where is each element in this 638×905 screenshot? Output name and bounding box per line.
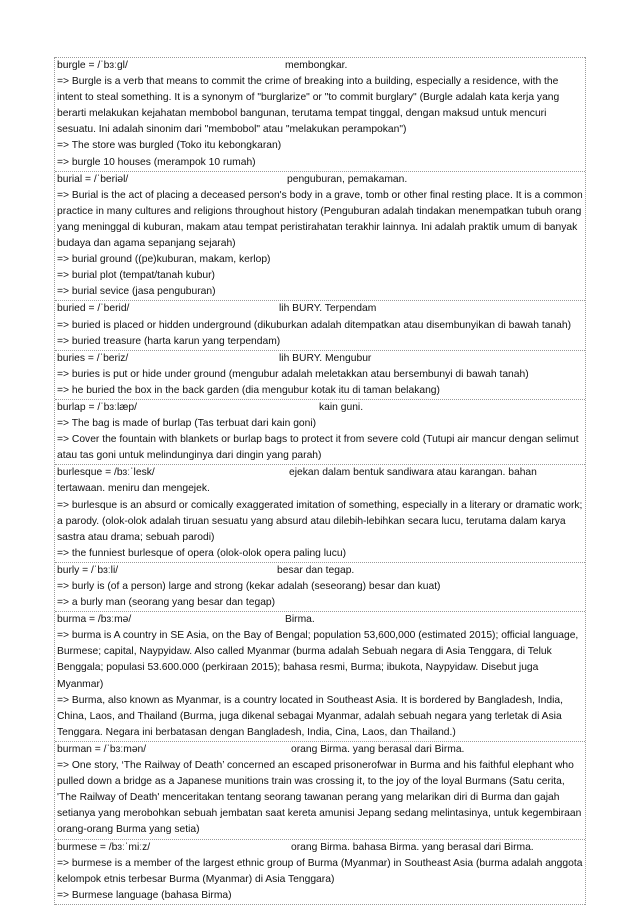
dictionary-entry	[55, 171, 585, 301]
headword-pronunciation: buries = /ˈberiz/	[57, 352, 129, 364]
entry-headword-row	[57, 58, 583, 74]
entry-line: => The bag is made of burlap (Tas terbuat dari kain goni)	[57, 418, 317, 430]
entry-headword-row	[57, 172, 583, 188]
dictionary-entry	[55, 464, 585, 562]
entry-line: => Burma, also known as Myanmar, is a country located in Southeast Asia. It is bordered by Bangladesh, India, China, Laos, and Thailand (Burma, juga dikenal sebagai Myanmar, adalah sebuah negara yang terletak di Asia Tenggara. Negara ini berbatasan dengan Bangladesh, India, Cina, Laos, dan Thailand.)	[57, 694, 563, 738]
headword-meaning: orang Birma. yang berasal dari Birma.	[291, 743, 465, 755]
headword-pronunciation: burial = /ˈberiəl/	[57, 173, 129, 185]
entry-line: => buries is put or hide under ground (mengubur adalah meletakkan atau bersembunyi di bawah tanah)	[57, 368, 529, 380]
entry-line: => The store was burgled (Toko itu kebongkaran)	[57, 140, 282, 152]
entry-line: => burial plot (tempat/tanah kubur)	[57, 270, 215, 282]
dictionary-sheet	[54, 57, 586, 905]
entry-line: => Burmese language (bahasa Birma)	[57, 889, 232, 901]
entry-headword-row	[57, 612, 583, 628]
entry-line: => burial sevice (jasa penguburan)	[57, 286, 216, 298]
dictionary-entry	[55, 741, 585, 839]
headword-meaning: kain guni.	[319, 401, 364, 413]
entry-headword-row	[57, 840, 583, 856]
dictionary-entry	[55, 350, 585, 399]
headword-meaning: ejekan dalam bentuk sandiwara atau karangan. bahan	[289, 467, 537, 479]
headword-meaning: Birma.	[285, 614, 315, 626]
entry-headword-row	[57, 351, 583, 367]
entry-line: => burmese is a member of the largest ethnic group of Burma (Myanmar) in Southeast Asia (burma adalah anggota kelompok etnis terbesar Burma (Myanmar) di Asia Tenggara)	[57, 857, 583, 885]
entry-headword-row	[57, 301, 583, 317]
headword-meaning: penguburan, pemakaman.	[287, 173, 408, 185]
dictionary-entry	[55, 611, 585, 741]
entry-line: => Cover the fountain with blankets or burlap bags to protect it from severe cold (Tutupi air mancur dengan selimut atau tas goni untuk melindunginya dari dingin yang parah)	[57, 434, 579, 462]
entry-line: => burma is A country in SE Asia, on the Bay of Bengal; population 53,600,000 (estimated 2015); official language, Burmese; capital, Naypyidaw. Also called Myanmar (burma adalah Sebuah negara di Asia Tenggara, di Teluk Benggala; populasi 53.600.000 (perkiraan 2015); bahasa resmi, Burma; ibukota, Naypyidaw. Disebut juga Myanmar)	[57, 630, 579, 690]
headword-pronunciation: burlesque = /bɜːˈlesk/	[57, 467, 155, 479]
entry-headword-row	[57, 400, 583, 416]
entry-headword-row	[57, 563, 583, 579]
headword-pronunciation: burmese = /bɜːˈmiːz/	[57, 841, 151, 853]
entry-line: => burgle 10 houses (merampok 10 rumah)	[57, 156, 256, 168]
entry-line: => Burial is the act of placing a deceased person's body in a grave, tomb or other final resting place. It is a common practice in many cultures and religions throughout history (Penguburan adalah tindakan menempatkan tubuh orang yang meninggal di kuburan, makam atau tempat peristirahatan terakhir lainnya. Ini adalah praktik umum di banyak budaya dan agama sepanjang sejarah)	[57, 189, 583, 250]
headword-pronunciation: burman = /ˈbɜːmən/	[57, 743, 147, 755]
headword-meaning: lih BURY. Terpendam	[279, 303, 377, 315]
entry-line: => the funniest burlesque of opera (olok-olok opera paling lucu)	[57, 547, 347, 559]
headword-pronunciation: burlap = /ˈbɜːlæp/	[57, 401, 137, 413]
headword-pronunciation: burly = /ˈbɜːli/	[57, 564, 119, 576]
dictionary-entry	[55, 57, 585, 171]
dictionary-entry	[55, 562, 585, 611]
entry-headword-row	[57, 742, 583, 758]
entry-line: => One story, ‘The Railway of Death’ concerned an escaped prisonerofwar in Burma and his faithful elephant who pulled down a bridge as a Japanese munitions train was crossing it, to the joy of the loyal Burmans (Satu cerita, 'The Railway of Death' menceritakan tentang seorang tawanan perang yang melarikan diri di Burma dan gajah setianya yang merobohkan sebuah jembatan saat kereta amunisi Jepang sedang melintasinya, untuk kegembiraan orang-orang Burma yang setia)	[57, 760, 582, 836]
entry-line: => buried treasure (harta karun yang terpendam)	[57, 335, 281, 347]
entry-line: => burial ground ((pe)kuburan, makam, kerlop)	[57, 254, 271, 266]
headword-meaning: besar dan tegap.	[277, 564, 355, 576]
entry-line: tertawaan. meniru dan mengejek.	[57, 483, 210, 495]
entry-line: => burly is (of a person) large and strong (kekar adalah (seseorang) besar dan kuat)	[57, 581, 441, 592]
headword-meaning: lih BURY. Mengubur	[279, 352, 372, 364]
entry-line: => buried is placed or hidden underground (dikuburkan adalah ditempatkan atau disembunyikan di bawah tanah)	[57, 319, 572, 331]
headword-pronunciation: buried = /ˈberid/	[57, 303, 130, 315]
dictionary-entry	[55, 839, 585, 905]
entry-headword-row	[57, 465, 583, 481]
headword-pronunciation: burgle = /ˈbɜːɡl/	[57, 60, 128, 71]
headword-meaning: membongkar.	[285, 60, 348, 71]
entry-line: => he buried the box in the back garden (dia mengubur kotak itu di taman belakang)	[57, 384, 440, 396]
headword-pronunciation: burma = /bɜːmə/	[57, 614, 132, 626]
headword-meaning: orang Birma. bahasa Birma. yang berasal dari Birma.	[291, 841, 534, 853]
entry-line: => burlesque is an absurd or comically exaggerated imitation of something, especially in a literary or dramatic work; a parody. (olok-olok adalah tiruan sesuatu yang absurd atau dilebih-lebihkan secara lucu, terutama dalam karya sastra atau drama; sebuah parodi)	[57, 499, 583, 543]
dictionary-entry	[55, 399, 585, 464]
entry-line: => a burly man (seorang yang besar dan tegap)	[57, 597, 276, 609]
dictionary-entry	[55, 300, 585, 349]
entry-line: => Burgle is a verb that means to commit the crime of breaking into a building, especially a residence, with the intent to steal something. It is a synonym of "burglarize" or "to commit burglary" (Burgle adalah kata kerja yang berarti melakukan kejahatan membobol bangunan, terutama tempat tinggal, dengan maksud untuk mencuri sesuatu. Ini adalah sinonim dari "membobol" atau "melakukan perampokan")	[57, 76, 560, 136]
